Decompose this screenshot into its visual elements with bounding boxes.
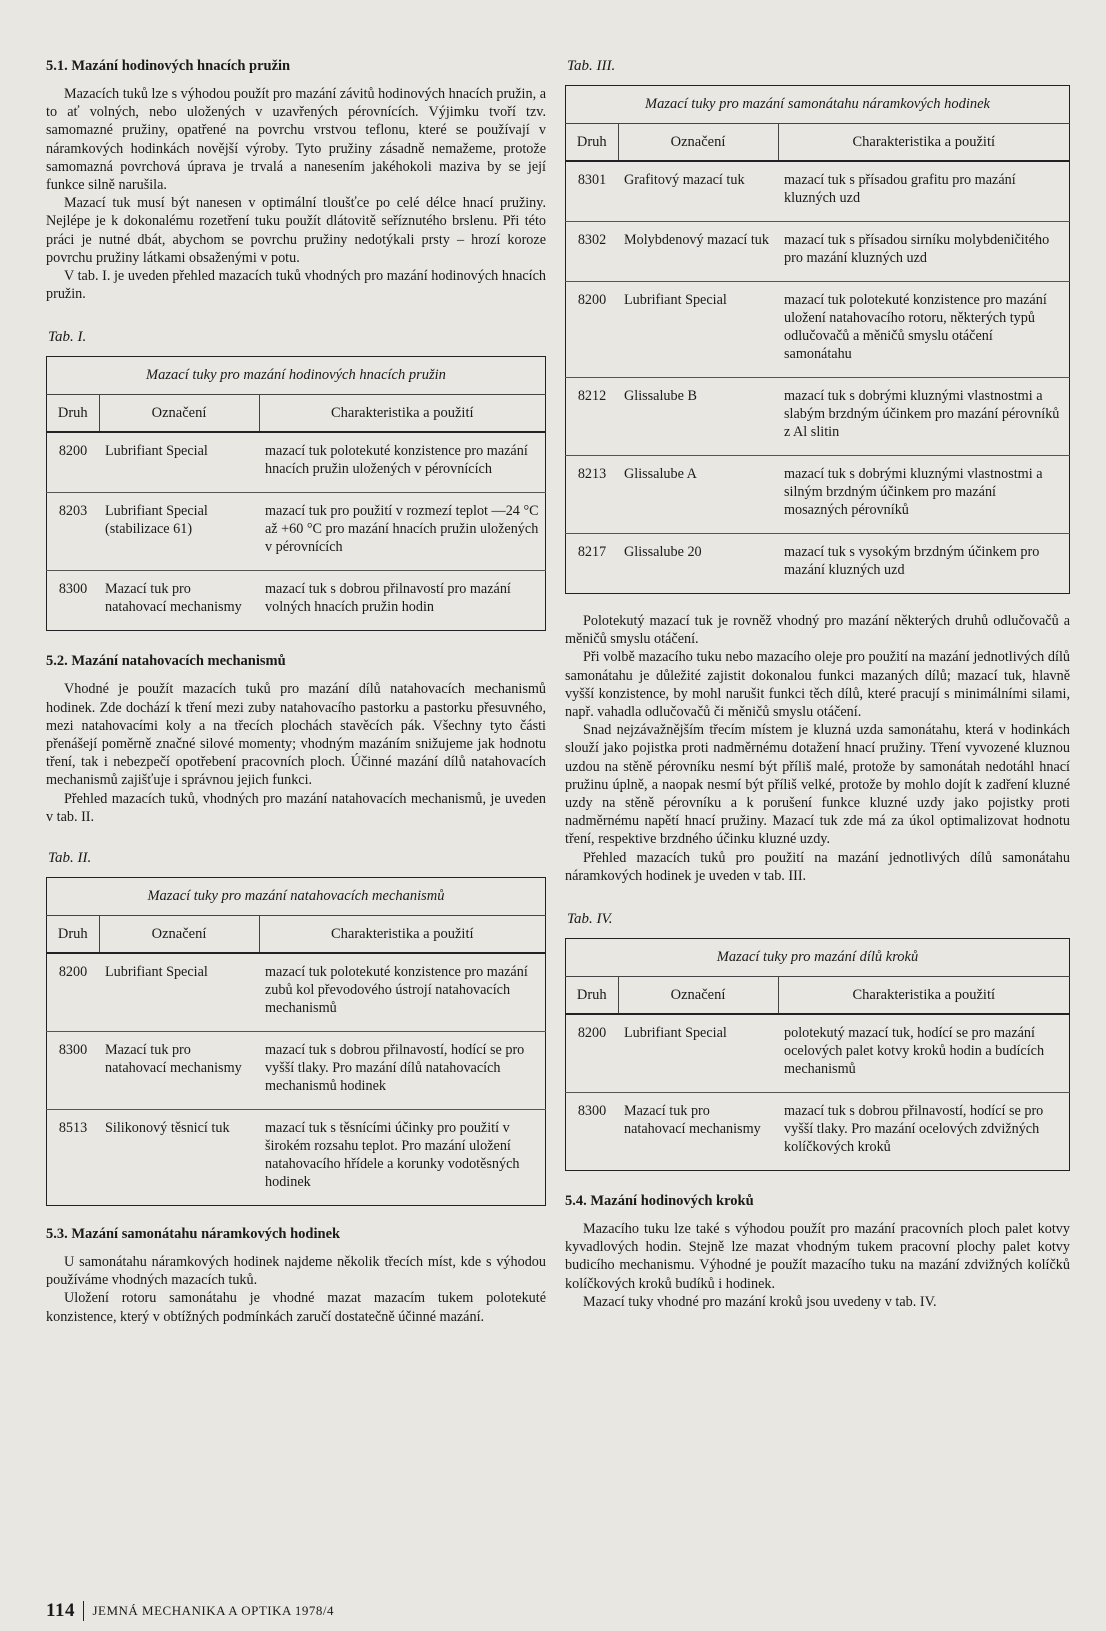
cell-type-code: 8513 bbox=[58, 1120, 88, 1137]
cell-characteristics: mazací tuk s dobrými kluznými vlastnostmi a silným brzdným účinkem pro mazání mosazných pérovníků bbox=[778, 456, 1070, 534]
table-caption: Mazací tuky pro mazání samonátahu náramkových hodinek bbox=[565, 85, 1070, 123]
cell-type-code: 8212 bbox=[566, 378, 619, 456]
table-row bbox=[47, 432, 546, 493]
column-header: Druh bbox=[47, 395, 100, 433]
cell-designation: Lubrifiant Special (stabilizace 61) bbox=[99, 493, 259, 571]
paragraph: Polotekutý mazací tuk je rovněž vhodný pro mazání některých druhů odlučovačů a měničů smyslu otáčení. bbox=[565, 613, 1070, 648]
cell-type-code: 8200 bbox=[566, 282, 619, 378]
column-header: Druh bbox=[566, 977, 619, 1015]
section-heading: 5.1. Mazání hodinových hnacích pružin bbox=[46, 58, 291, 74]
lubricant-table bbox=[565, 85, 1070, 594]
cell-characteristics: mazací tuk s přísadou grafitu pro mazání kluzných uzd bbox=[778, 161, 1070, 222]
column-header: Druh bbox=[47, 916, 100, 954]
table-row bbox=[47, 1110, 546, 1206]
section-5-1 bbox=[46, 58, 546, 303]
cell-designation: Grafitový mazací tuk bbox=[618, 161, 778, 222]
column-header: Charakteristika a použití bbox=[778, 977, 1070, 1015]
paragraph: Vhodné je použít mazacích tuků pro mazání dílů natahovacích mechanismů hodinek. Zde dochází k tření mezi zuby natahovacího pastorku a pastorku přesuvného, mezi natahovacími koly a na třecích plochách stavěcích pák. Všechny tyto části přenášejí poměrně značné silové momenty; vhodným mazáním snižujeme jak hodnotu tření, tak i nebezpečí opotřebení pracovních ploch. Účinné mazání dílů natahovacích mechanismů zajišťuje i správnou jejich funkci. bbox=[46, 681, 546, 789]
paragraph: Mazací tuk musí být nanesen v optimální tloušťce po celé délce hnací pružiny. Nejlépe je k dokonalému rozetření tuku použít dlátovitě seříznutého brslenu. Při této práci je nutné dbát, abychom se povrchu pružiny nedotýkali prsty – hrozí koroze povrchu pružiny látkami obsaženými v potu. bbox=[46, 195, 546, 266]
cell-characteristics: mazací tuk s dobrou přilnavostí, hodící se pro vyšší tlaky. Pro mazání dílů natahovacích mechanismů hodinek bbox=[259, 1032, 546, 1110]
cell-designation: Lubrifiant Special bbox=[618, 282, 778, 378]
table-row bbox=[566, 456, 1070, 534]
paragraph: Snad nejzávažnějším třecím místem je kluzná uzda samonátahu, která v hodinkách slouží jako pojistka proti nadměrnému dotažení hnací pružiny. Tření vyvozené kluznou uzdou na stěně pérovníku nesmí být příliš malé, protože by samonátah nedotáhl hnací pružinu úplně, a naopak nesmí být příliš velké, protože by mohlo dojít k zadření kluzné uzdy na stěně pérovníku a k porušení funkce kluzné uzdy jako pojistky proti nadměrnému napětí hnací pružiny. Mazací tuk zde má za úkol optimalizovat hodnotu tření, respektive brzdného účinku kluzné uzdy. bbox=[565, 722, 1070, 848]
cell-type-code: 8203 bbox=[47, 493, 100, 571]
cell-characteristics: mazací tuk polotekuté konzistence pro mazání hnacích pružin uložených v pérovnících bbox=[259, 432, 546, 493]
cell-designation: Glissalube A bbox=[618, 456, 778, 534]
paragraph: Přehled mazacích tuků, vhodných pro mazání natahovacích mechanismů, je uveden v tab. II. bbox=[46, 790, 546, 825]
cell-type-code: 8301 bbox=[566, 161, 619, 222]
cell-characteristics: mazací tuk s těsnícími účinky pro použití v širokém rozsahu teplot. Pro mazání uložení natahovacího hřídele a korunky vodotěsných hodinek bbox=[265, 1120, 520, 1191]
cell-designation: Glissalube 20 bbox=[624, 544, 702, 560]
cell-designation: Glissalube B bbox=[618, 378, 778, 456]
cell-type-code: 8213 bbox=[566, 456, 619, 534]
table-header-row bbox=[47, 916, 546, 954]
cell-designation: Silikonový těsnicí tuk bbox=[105, 1120, 230, 1137]
table-row bbox=[566, 1093, 1070, 1171]
section-heading: 5.2. Mazání natahovacích mechanismů bbox=[46, 653, 286, 670]
table-caption: Mazací tuky pro mazání dílů kroků bbox=[565, 938, 1070, 976]
table-label: Tab. IV. bbox=[567, 911, 613, 928]
cell-designation: Lubrifiant Special bbox=[99, 953, 259, 1032]
lubricant-table bbox=[46, 356, 546, 631]
section-5-4 bbox=[565, 1193, 1070, 1311]
left-column bbox=[46, 58, 546, 1326]
table-label: Tab. III. bbox=[567, 58, 616, 74]
cell-type-code: 8302 bbox=[566, 222, 619, 282]
column-header: Označení bbox=[99, 395, 259, 433]
lubricant-table bbox=[46, 877, 546, 1206]
table-row bbox=[566, 1014, 1070, 1093]
cell-designation: Mazací tuk pro natahovací mechanismy bbox=[624, 1103, 761, 1138]
cell-characteristics: mazací tuk polotekuté konzistence pro mazání zubů kol převodového ústrojí natahovacích mechanismů bbox=[259, 953, 546, 1032]
cell-designation: Lubrifiant Special bbox=[618, 1014, 778, 1093]
table-caption: Mazací tuky pro mazání natahovacích mechanismů bbox=[46, 877, 546, 915]
table-row bbox=[566, 378, 1070, 456]
paragraph: V tab. I. je uveden přehled mazacích tuků vhodných pro mazání hodinových hnacích pružin. bbox=[46, 268, 546, 303]
cell-characteristics: mazací tuk s dobrými kluznými vlastnostmi a slabým brzdným účinkem pro mazání pérovníků z Al slitin bbox=[778, 378, 1070, 456]
cell-characteristics: mazací tuk pro použití v rozmezí teplot —24 °C až +60 °C pro mazání hnacích pružin uložených v pérovnících bbox=[259, 493, 546, 571]
table-caption: Mazací tuky pro mazání hodinových hnacích pružin bbox=[46, 356, 546, 394]
lubricant-table bbox=[565, 938, 1070, 1171]
cell-characteristics: mazací tuk s dobrou přilnavostí, hodící se pro vyšší tlaky. Pro mazání ocelových zdvižných kolíčkových kroků bbox=[784, 1103, 1044, 1156]
table-row bbox=[47, 493, 546, 571]
paragraph: Přehled mazacích tuků pro použití na mazání jednotlivých dílů samonátahu náramkových hodinek je uveden v tab. III. bbox=[565, 849, 1070, 884]
cell-characteristics: polotekutý mazací tuk, hodící se pro mazání ocelových palet kotvy kroků hodin a budících mechanismů bbox=[778, 1014, 1070, 1093]
cell-designation: Mazací tuk pro natahovací mechanismy bbox=[99, 1032, 259, 1110]
cell-type-code: 8200 bbox=[566, 1014, 619, 1093]
page-number: 114 bbox=[46, 1600, 75, 1621]
cell-characteristics: mazací tuk s dobrou přilnavostí pro mazání volných hnacích pružin hodin bbox=[265, 581, 511, 616]
table-row bbox=[566, 534, 1070, 594]
table-header-row bbox=[47, 395, 546, 433]
cell-type-code: 8200 bbox=[47, 432, 100, 493]
table-label: Tab. II. bbox=[48, 850, 92, 867]
paragraph: U samonátahu náramkových hodinek najdeme několik třecích míst, kde s výhodou používáme vhodných mazacích tuků. bbox=[46, 1254, 546, 1289]
cell-type-code: 8200 bbox=[47, 953, 100, 1032]
table-row bbox=[566, 222, 1070, 282]
table-row bbox=[47, 953, 546, 1032]
cell-characteristics: mazací tuk s přísadou sirníku molybdeničitého pro mazání kluzných uzd bbox=[778, 222, 1070, 282]
cell-designation: Molybdenový mazací tuk bbox=[618, 222, 778, 282]
cell-designation: Lubrifiant Special bbox=[99, 432, 259, 493]
column-header: Označení bbox=[618, 124, 778, 162]
column-header: Označení bbox=[99, 916, 259, 954]
column-header: Charakteristika a použití bbox=[259, 916, 546, 954]
column-header: Charakteristika a použití bbox=[778, 124, 1070, 162]
paragraph: Mazací tuky vhodné pro mazání kroků jsou uvedeny v tab. IV. bbox=[583, 1293, 937, 1310]
table-header-row bbox=[566, 124, 1070, 162]
column-header: Charakteristika a použití bbox=[259, 395, 546, 433]
table-label: Tab. I. bbox=[48, 329, 87, 346]
table-row bbox=[47, 571, 546, 631]
right-column bbox=[565, 58, 1070, 1311]
cell-characteristics: mazací tuk s vysokým brzdným účinkem pro mazání kluzných uzd bbox=[784, 544, 1040, 578]
page-footer bbox=[46, 1600, 334, 1622]
cell-type-code: 8300 bbox=[47, 1032, 100, 1110]
footer-divider bbox=[83, 1601, 85, 1621]
paragraph: Uložení rotoru samonátahu je vhodné mazat mazacím tukem polotekuté konzistence, který v obtížných podmínkách zaručí dostatečně účinné mazání. bbox=[46, 1290, 546, 1325]
paragraph: Mazacích tuků lze s výhodou použít pro mazání závitů hodinových hnacích pružin, a to ať volných, nebo uložených v uzavřených pérovnících. Výjimku tvoří tzv. samomazné pružiny, opatřené na povrchu vrstvou teflonu, které se používají v náramkových hodinkách novější výroby. Tyto pružiny zásadně nemažeme, protože samomazná povrchová úprava je trvalá a nanesením jakéhokoli maziva by se její funkce silně narušila. bbox=[46, 86, 546, 194]
cell-designation: Mazací tuk pro natahovací mechanismy bbox=[105, 581, 242, 616]
cell-type-code: 8300 bbox=[577, 1103, 607, 1120]
cell-type-code: 8217 bbox=[577, 544, 607, 560]
table-row bbox=[566, 282, 1070, 378]
section-5-3 bbox=[46, 1226, 546, 1326]
table-header-row bbox=[566, 977, 1070, 1015]
section-heading: 5.4. Mazání hodinových kroků bbox=[565, 1193, 754, 1210]
cell-characteristics: mazací tuk polotekuté konzistence pro mazání uložení natahovacího rotoru, některých typů odlučovačů a měničů smyslu otáčení samonátahu bbox=[778, 282, 1070, 378]
section-5-2 bbox=[46, 653, 546, 826]
paragraph: Při volbě mazacího tuku nebo mazacího oleje pro použití na mazání jednotlivých dílů samonátahu je důležité zajistit dokonalou funkci mazaných dílů; mazací tuk, hlavně vyšší konzistence, by mohl narušit funkci těch dílů, které pracují s minimálními silami, např. vahadla odlučovačů či měničů smyslu otáčení. bbox=[565, 649, 1070, 721]
column-header: Označení bbox=[618, 977, 778, 1015]
journal-name: JEMNÁ MECHANIKA A OPTIKA 1978/4 bbox=[92, 1603, 335, 1618]
table-row bbox=[47, 1032, 546, 1110]
table-row bbox=[566, 161, 1070, 222]
text-block bbox=[565, 612, 1070, 885]
column-header: Druh bbox=[566, 124, 619, 162]
section-heading: 5.3. Mazání samonátahu náramkových hodinek bbox=[46, 1226, 341, 1243]
cell-type-code: 8300 bbox=[58, 581, 88, 598]
paragraph: Mazacího tuku lze také s výhodou použít pro mazání pracovních ploch palet kotvy kyvadlových hodin. Stejně lze mazat vhodným tukem pracovní plochy palet kotvy budicího mechanismu. Výhodné je použít mazacího tuku na mazání zdvižných kolíčků kolíčkových kroků budíků i hodinek. bbox=[565, 1221, 1070, 1292]
